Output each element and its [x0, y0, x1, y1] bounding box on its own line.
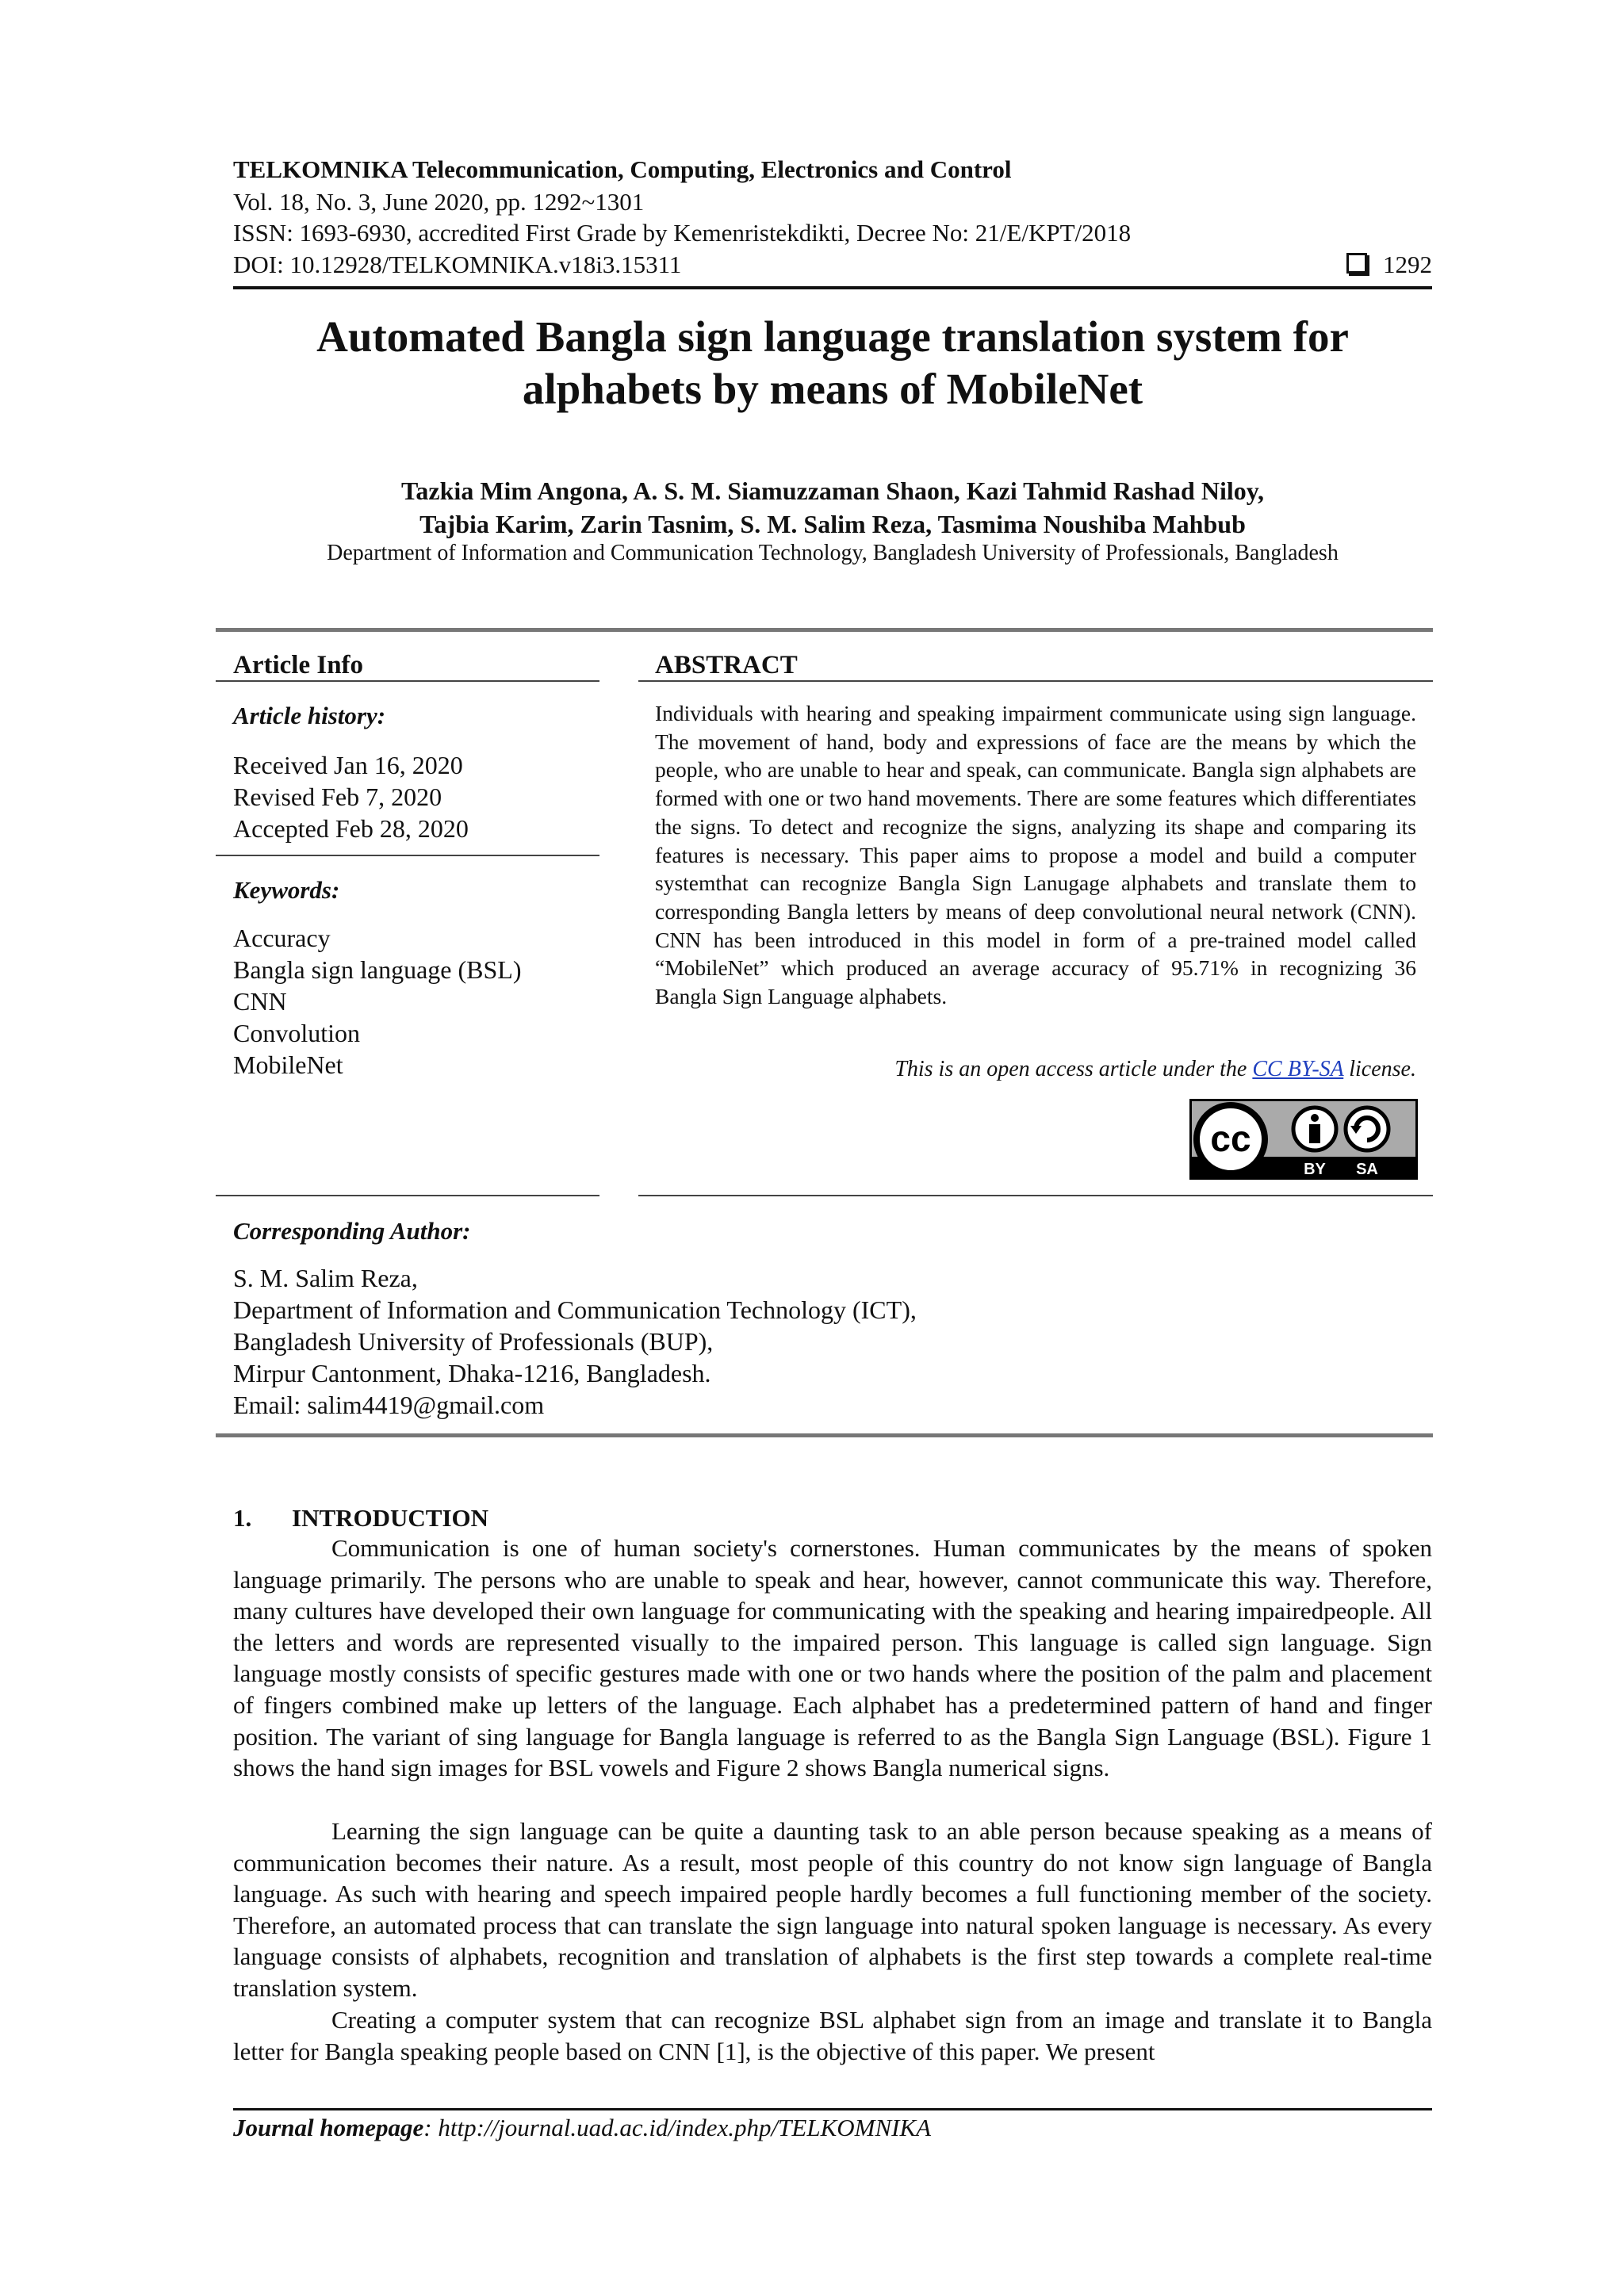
- cc-by-sa-badge-icon[interactable]: [1189, 1099, 1418, 1180]
- section-number: 1.: [233, 1504, 252, 1532]
- intro-paragraph-3: [233, 2004, 1432, 2067]
- license-suffix: license.: [1343, 1057, 1416, 1081]
- homepage-url[interactable]: http://journal.uad.ac.id/index.php/TELKOMNIKA: [438, 2114, 932, 2141]
- page-number: [1346, 249, 1432, 281]
- license-note: [894, 1055, 1416, 1084]
- abstract-heading: ABSTRACT: [655, 651, 798, 679]
- paragraph-text: Communication is one of human society's cornerstones. Human communicates by the means of spoken language primarily. The persons who are unable to speak and hear, however, cannot communicate this way. Therefore, many cultures have developed their own language for communicating with the speaking and hearing impairedpeople. All the letters and words are represented visually to the impaired person. This language is called sign language. Sign language mostly consists of specific gestures made with one or two hands where the position of the palm and placement of fingers combined make up letters of the language. Each alphabet has a predetermined pattern of hand and finger position. The variant of sing language for Bangla language is referred to as the Bangla Sign Language (BSL). Figure 1 shows the hand sign images for BSL vowels and Figure 2 shows Bangla numerical signs.: [233, 1534, 1432, 1782]
- title-line-1: Automated Bangla sign language translation system for: [316, 312, 1349, 361]
- keyword-item: CNN: [233, 987, 287, 1016]
- page-number-text: 1292: [1383, 251, 1432, 278]
- section-heading: [233, 1502, 488, 1534]
- keyword-item: Convolution: [233, 1019, 361, 1047]
- homepage-separator: :: [423, 2114, 439, 2141]
- journal-name: TELKOMNIKA Telecommunication, Computing, Electronics and Control: [233, 155, 1012, 183]
- corr-address: Mirpur Cantonment, Dhaka-1216, Bangladesh.: [233, 1359, 711, 1387]
- issn-info: ISSN: 1693-6930, accredited First Grade by Kemenristekdikti, Decree No: 21/E/KPT/2018: [233, 219, 1132, 247]
- corr-dept: Department of Information and Communication Technology (ICT),: [233, 1295, 917, 1324]
- article-info-heading: Article Info: [233, 651, 364, 679]
- paragraph-text: Learning the sign language can be quite a daunting task to an able person because speaking as a means of communication becomes their nature. As a result, most people of this country do not know sign language of Bangla language. As such with hearing and speech impaired people hardly becomes a full functioning member of the society. Therefore, an automated process that can translate the sign language into natural spoken language is necessary. As every language consists of alphabets, recognition and translation of alphabets is the first step towards a complete real-time translation system.: [233, 1817, 1432, 2002]
- info-box-bottom-rule: [216, 1433, 1433, 1437]
- keyword-item: MobileNet: [233, 1050, 343, 1079]
- received-date: Received Jan 16, 2020: [233, 751, 463, 779]
- journal-homepage: [233, 2112, 931, 2144]
- keyword-item: Bangla sign language (BSL): [233, 955, 522, 984]
- paragraph-text: Creating a computer system that can recognize BSL alphabet sign from an image and translate it to Bangla letter for Bangla speaking people based on CNN [1], is the objective of this paper. We present: [233, 2006, 1432, 2065]
- corr-email: Email: salim4419@gmail.com: [233, 1391, 545, 1419]
- abstract-bottom-rule: [638, 1195, 1433, 1196]
- info-box-top-rule: [216, 628, 1433, 632]
- article-info-rule: [216, 680, 599, 682]
- homepage-label: Journal homepage: [233, 2114, 424, 2141]
- license-prefix: This is an open access article under the: [894, 1057, 1253, 1081]
- keyword-item: Accuracy: [233, 924, 331, 952]
- keywords-heading: Keywords:: [233, 876, 340, 904]
- paper-title: [233, 311, 1432, 415]
- authors-line-1: Tazkia Mim Angona, A. S. M. Siamuzzaman Shaon, Kazi Tahmid Rashad Niloy,: [401, 476, 1264, 505]
- abstract-rule: [638, 680, 1433, 682]
- affiliation: Department of Information and Communication Technology, Bangladesh University of Professionals, Bangladesh: [327, 541, 1339, 565]
- corr-name: S. M. Salim Reza,: [233, 1264, 418, 1292]
- cc-text: cc: [1210, 1118, 1251, 1159]
- author-list: [233, 474, 1432, 541]
- corr-univ: Bangladesh University of Professionals (BUP),: [233, 1327, 714, 1356]
- title-line-2: alphabets by means of MobileNet: [522, 365, 1143, 413]
- footer-rule: [233, 2108, 1432, 2110]
- license-link[interactable]: CC BY-SA: [1252, 1057, 1344, 1081]
- revised-date: Revised Feb 7, 2020: [233, 783, 442, 811]
- abstract-text: Individuals with hearing and speaking impairment communicate using sign language. The movement of hand, body and expressions of face are the means by which the people, who are unable to hear and speak, can communicate. Bangla sign alphabets are formed with one or two hand movements. There are some features which differentiates the signs. To detect and recognize the signs, analyzing its shape and comparing its features is necessary. This paper aims to propose a model and build a computer systemthat can recognize Bangla Sign Lanugage alphabets and translate them to corresponding Bangla letters by means of deep convolutional neural network (CNN). CNN has been introduced in this model in form of a pre-trained model called “MobileNet” which produced an average accuracy of 95.71% in recognizing 36 Bangla Sign Language alphabets.: [655, 701, 1416, 1009]
- doi-info: DOI: 10.12928/TELKOMNIKA.v18i3.15311: [233, 251, 682, 278]
- intro-paragraph-2: [233, 1816, 1432, 2004]
- section-title: INTRODUCTION: [292, 1504, 489, 1532]
- sa-text: SA: [1356, 1161, 1378, 1178]
- authors-line-2: Tajbia Karim, Zarin Tasnim, S. M. Salim Reza, Tasmima Noushiba Mahbub: [419, 510, 1246, 538]
- box-icon: [1346, 253, 1367, 274]
- intro-paragraph-1: [233, 1533, 1432, 1784]
- history-rule: [216, 855, 599, 856]
- keywords-rule: [216, 1195, 599, 1196]
- by-text: BY: [1304, 1161, 1326, 1178]
- corresponding-heading: Corresponding Author:: [233, 1217, 471, 1245]
- volume-info: Vol. 18, No. 3, June 2020, pp. 1292~1301: [233, 188, 645, 216]
- accepted-date: Accepted Feb 28, 2020: [233, 814, 469, 843]
- history-heading: Article history:: [233, 702, 386, 729]
- header-rule: [233, 286, 1432, 289]
